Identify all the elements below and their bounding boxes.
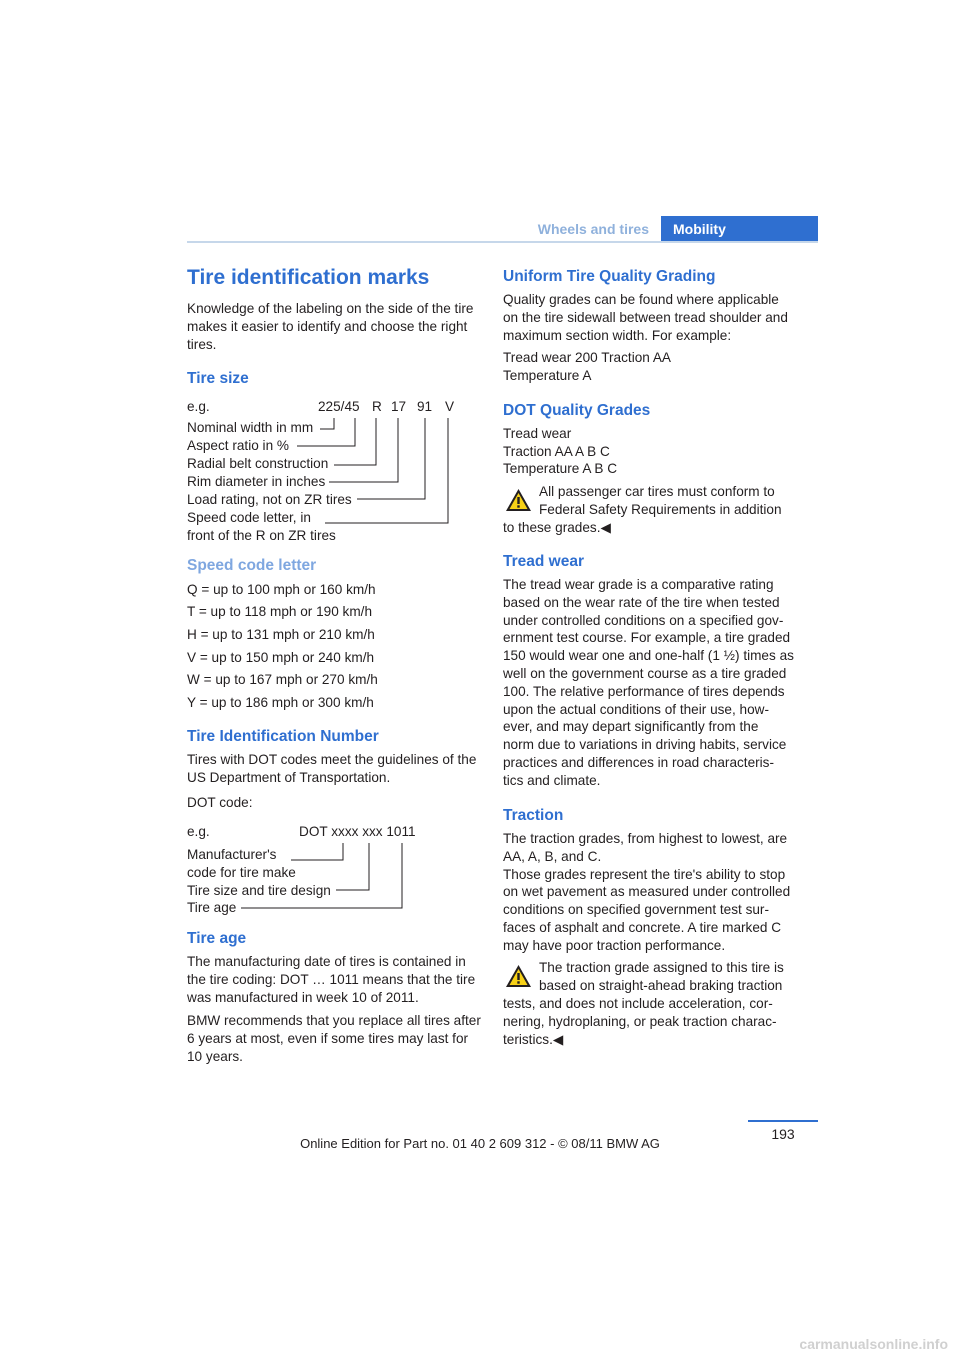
warning-icon <box>505 488 532 512</box>
traction-paragraph <box>503 830 803 955</box>
label-speed-code: Speed code letter, in <box>187 510 311 525</box>
label-manufacturer: Manufacturer's <box>187 847 277 862</box>
leader-aspect <box>297 418 355 446</box>
traction-line: on wet pavement as measured under controlled <box>503 884 791 900</box>
speed-code-item: Y = up to 186 mph or 300 km/h <box>187 695 374 710</box>
tread-wear-line: under controlled conditions on a specified gov- <box>503 612 784 628</box>
code-width-aspect: 225/45 <box>318 399 360 414</box>
label-size-design: Tire size and tire design <box>187 883 331 898</box>
label-tire-age: Tire age <box>187 900 237 915</box>
tread-wear-paragraph <box>503 576 803 790</box>
tire-age-paragraph-1 <box>187 953 482 1006</box>
leader-load <box>357 418 425 499</box>
speed-code-item: Q = up to 100 mph or 160 km/h <box>187 582 376 597</box>
page-title: Tire identification marks <box>187 266 430 289</box>
label-manufacturer-cont: code for tire make <box>187 865 296 880</box>
tread-wear-line: based on the wear rate of the tire when tested <box>503 594 780 610</box>
code-load: 91 <box>417 399 433 414</box>
speed-code-heading: Speed code letter <box>187 557 317 574</box>
tire-age-paragraph-2 <box>187 1012 482 1065</box>
speed-code-item: T = up to 118 mph or 190 km/h <box>187 604 373 619</box>
traction-line: conditions on specified government test sur- <box>503 902 769 918</box>
traction-line: AA, A, B, and C. <box>503 848 602 864</box>
tread-wear-line: 150 would wear one and one-half (1 ½) times as <box>503 648 794 664</box>
tin-text: Tires with DOT codes meet the guidelines of the US Department of Transportation. <box>187 752 477 785</box>
tread-wear-line: upon the actual conditions of their use, how- <box>503 701 770 717</box>
leader-size-design <box>336 843 369 890</box>
tread-wear-line: norm due to variations in driving habits, service <box>503 737 787 753</box>
utqg-example-line-1: Tread wear 200 Traction AA <box>503 350 671 365</box>
tire-age-text-2: BMW recommends that you replace all tires after 6 years at most, even if some tires may last for 10 years. <box>187 1013 481 1064</box>
speed-code-item: H = up to 131 mph or 210 km/h <box>187 627 375 642</box>
traction-warning-cont <box>503 995 803 1048</box>
utqg-paragraph <box>503 291 797 344</box>
leader-rim <box>329 418 398 482</box>
tread-wear-heading: Tread wear <box>503 553 584 570</box>
running-header-section: Wheels and tires <box>537 221 649 237</box>
label-nominal-width: Nominal width in mm <box>187 420 314 435</box>
label-radial-belt: Radial belt construction <box>187 456 329 471</box>
dot-grades-line-2: Traction AA A B C <box>503 444 610 459</box>
traction-line: may have poor traction performance. <box>503 937 726 953</box>
dot-warning-line-2: Federal Safety Requirements in addition <box>539 502 782 517</box>
code-speed: V <box>445 399 455 414</box>
page-number: 193 <box>771 1126 795 1142</box>
tread-wear-line: practices and differences in road characteris- <box>503 754 775 770</box>
utqg-example-line-2: Temperature A <box>503 368 592 383</box>
speed-code-item: W = up to 167 mph or 270 km/h <box>187 672 378 687</box>
page-number-rule <box>748 1120 818 1122</box>
label-speed-code-cont: front of the R on ZR tires <box>187 528 336 543</box>
utqg-heading: Uniform Tire Quality Grading <box>503 268 716 285</box>
dot-warning-line-1: All passenger car tires must conform to <box>539 484 775 499</box>
tin-heading: Tire Identification Number <box>187 728 379 745</box>
dot-code-label: DOT code: <box>187 795 253 810</box>
tire-age-heading: Tire age <box>187 930 247 947</box>
traction-warning-line: teristics.◀ <box>503 1031 564 1047</box>
code-radial: R <box>372 399 382 414</box>
label-aspect-ratio: Aspect ratio in % <box>187 438 289 453</box>
traction-line: faces of asphalt and concrete. A tire marked C <box>503 919 782 935</box>
dot-grades-line-3: Temperature A B C <box>503 461 618 476</box>
dot-code-example: DOT xxxx xxx 1011 <box>299 824 416 839</box>
traction-line: Those grades represent the tire's ability to stop <box>503 866 786 882</box>
code-rim: 17 <box>391 399 407 414</box>
tread-wear-line: tics and climate. <box>503 772 601 788</box>
traction-warning-line-2: based on straight-ahead braking traction <box>539 978 783 993</box>
tin-paragraph <box>187 751 479 787</box>
footer-edition-note: Online Edition for Part no. 01 40 2 609 312 - © 08/11 BMW AG <box>300 1136 660 1151</box>
traction-warning-line: nering, hydroplaning, or peak traction charac- <box>503 1013 777 1029</box>
traction-heading: Traction <box>503 807 564 824</box>
dot-grades-heading: DOT Quality Grades <box>503 402 651 419</box>
dot-warning-line-3: to these grades.◀ <box>503 520 611 535</box>
traction-warning-line: tests, and does not include acceleration, cor- <box>503 996 773 1011</box>
tire-size-eg: e.g. <box>187 399 210 414</box>
traction-warning-line-1: The traction grade assigned to this tire is <box>539 960 784 975</box>
intro-text: Knowledge of the labeling on the side of the tire makes it easier to identify and choose the right tires. <box>187 301 474 352</box>
tire-size-heading: Tire size <box>187 370 249 387</box>
dot-eg: e.g. <box>187 824 210 839</box>
label-load-rating: Load rating, not on ZR tires <box>187 492 352 507</box>
speed-code-item: V = up to 150 mph or 240 km/h <box>187 650 375 665</box>
tread-wear-line: well on the government course as a tire graded <box>503 665 787 681</box>
leader-width <box>320 418 334 429</box>
tread-wear-line: ernment test course. For example, a tire graded <box>503 630 791 646</box>
utqg-text: Quality grades can be found where applicable on the tire sidewall between tread shoulder and maximum section width. For example: <box>503 292 788 343</box>
warning-icon <box>505 964 532 988</box>
tire-age-text-1: The manufacturing date of tires is contained in the tire coding: DOT … 1011 means that the tire was manufactured in week 10 of 2011. <box>187 954 476 1005</box>
tread-wear-line: The tread wear grade is a comparative rating <box>503 577 774 592</box>
tread-wear-line: ever, and may depart significantly from the <box>503 719 759 735</box>
label-rim-diameter: Rim diameter in inches <box>187 474 326 489</box>
watermark: carmanualsonline.info <box>799 1336 948 1352</box>
tread-wear-line: 100. The relative performance of tires depends <box>503 683 785 699</box>
traction-line: The traction grades, from highest to lowest, are <box>503 831 788 846</box>
leader-manufacturer <box>291 843 343 860</box>
running-header-chapter-tab: Mobility <box>661 216 818 242</box>
leader-speed <box>325 418 448 523</box>
dot-grades-line-1: Tread wear <box>503 426 572 441</box>
